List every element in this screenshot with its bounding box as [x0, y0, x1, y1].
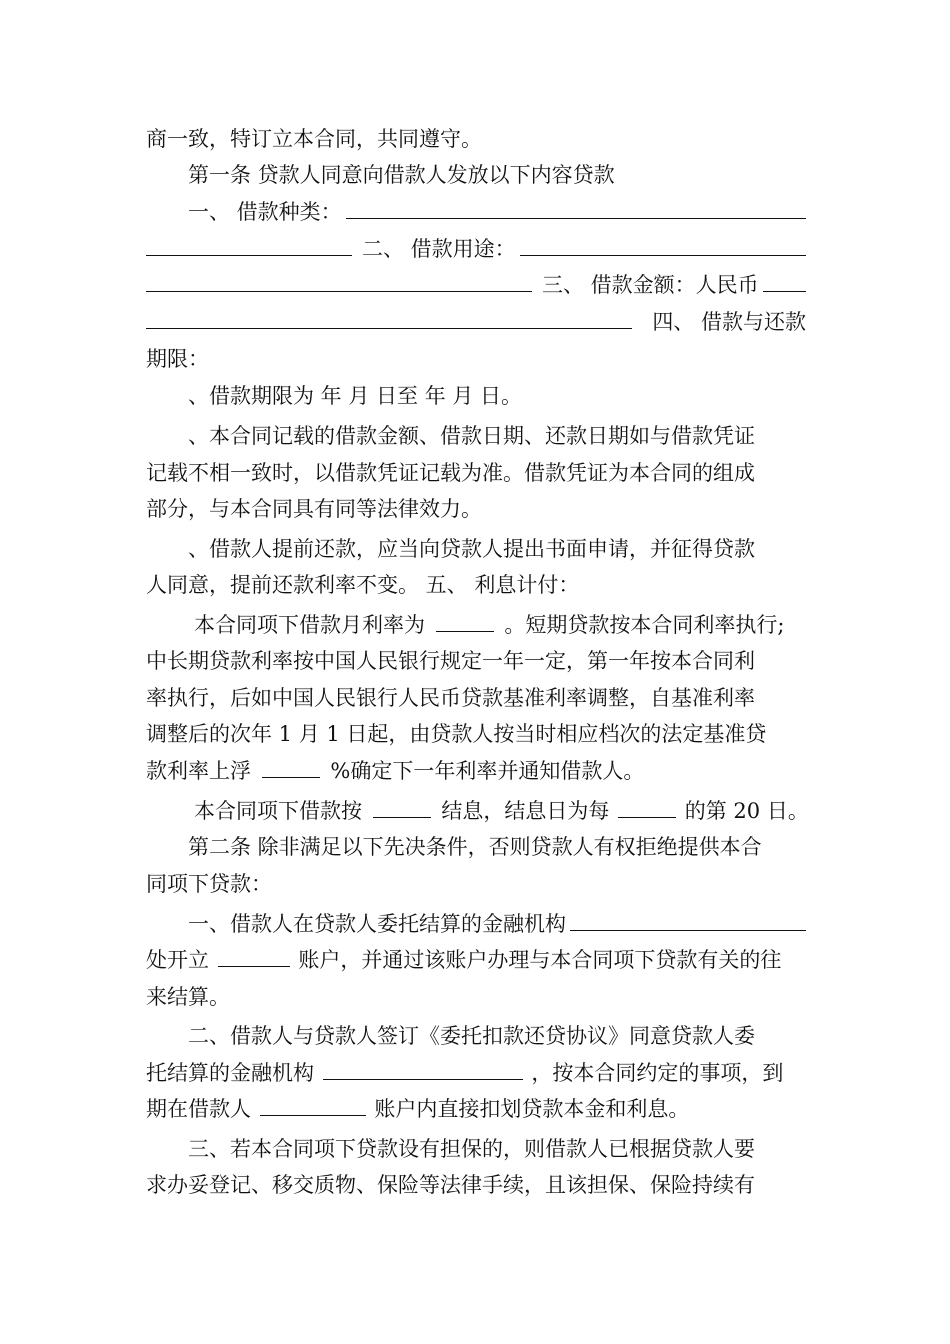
rate-float-label: 款利率上浮 [146, 759, 251, 783]
institution-label-2: 托结算的金融机构 [146, 1061, 314, 1085]
monthly-rate-blank [436, 607, 494, 632]
institution-text-2: ，按本合同约定的事项，到 [531, 1061, 784, 1085]
text-line: 调整后的次年 1 月 1 日起，由贷款人按当时相应档次的法定基准贷 [146, 722, 767, 746]
institution-blank [570, 906, 806, 931]
text-line: 同项下贷款： [146, 872, 272, 896]
rate-float-blank [262, 753, 320, 778]
article-heading: 第一条 贷款人同意向借款人发放以下内容贷款 [188, 163, 615, 187]
account-line [146, 942, 806, 978]
borrower-account-line [146, 1091, 806, 1127]
settlement-period-blank [373, 793, 431, 818]
loan-term-line [146, 304, 806, 340]
text-line: 中长期贷款利率按中国人民银行规定一年一定，第一年按本合同利 [146, 649, 755, 673]
loan-amount-blank [763, 267, 806, 292]
settlement-line [194, 793, 809, 829]
text-line: 记载不相一致时，以借款凭证记载为准。借款凭证为本合同的组成 [146, 461, 755, 485]
loan-purpose-blank-continued [146, 267, 532, 292]
text-line: 求办妥登记、移交质物、保险等法律手续，且该担保、保险持续有 [146, 1173, 755, 1197]
text-line: 率执行，后如中国人民银行人民币贷款基准利率调整，自基准利率 [146, 686, 755, 710]
settlement-label: 本合同项下借款按 [194, 799, 362, 823]
settlement-day-text: 的第 20 日。 [684, 799, 809, 823]
text-line: 来结算。 [146, 985, 230, 1009]
loan-amount-blank-continued [146, 304, 632, 329]
loan-type-blank [346, 194, 806, 219]
borrower-account-text: 账户内直接扣划贷款本金和利息。 [374, 1097, 690, 1121]
loan-type-blank-continued [146, 231, 352, 256]
loan-term-label: 四、 借款与还款 [652, 310, 806, 334]
text-line: 、借款期限为 年 月 日至 年 月 日。 [188, 384, 523, 408]
account-blank [218, 942, 290, 967]
settlement-text: 结息，结息日为每 [441, 799, 610, 823]
text-line: 商一致，特订立本合同，共同遵守。 [146, 127, 482, 151]
text-line: 部分，与本合同具有同等法律效力。 [146, 497, 482, 521]
institution-blank-2 [323, 1055, 523, 1080]
interest-rate-label: 本合同项下借款月利率为 [194, 613, 425, 637]
text-line: 、借款人提前还款，应当向贷款人提出书面申请，并征得贷款 [188, 537, 755, 561]
account-label: 处开立 [146, 948, 209, 972]
loan-type-label: 一、 借款种类： [188, 200, 342, 224]
interest-rate-text: 。短期贷款按本合同利率执行; [504, 613, 785, 637]
text-line: 、本合同记载的借款金额、借款日期、还款日期如与借款凭证 [188, 424, 755, 448]
loan-purpose-label: 二、 借款用途： [362, 237, 516, 261]
loan-purpose-blank [520, 231, 806, 256]
text-line: 期限： [146, 347, 209, 371]
borrower-account-label: 期在借款人 [146, 1097, 251, 1121]
institution-label: 一、借款人在贷款人委托结算的金融机构 [188, 912, 566, 936]
text-line: 人同意，提前还款利率不变。 五、 利息计付： [146, 573, 580, 597]
text-line: 二、借款人与贷款人签订《委托扣款还贷协议》同意贷款人委 [188, 1024, 755, 1048]
loan-amount-line [146, 267, 806, 303]
loan-type-line [188, 194, 806, 230]
interest-rate-line [194, 607, 806, 643]
loan-amount-label: 三、 借款金额：人民币 [542, 273, 759, 297]
text-line: 三、若本合同项下贷款设有担保的，则借款人已根据贷款人要 [188, 1137, 755, 1161]
article-heading: 第二条 除非满足以下先决条件，否则贷款人有权拒绝提供本合 [188, 835, 762, 859]
institution-line-2 [146, 1055, 806, 1091]
borrower-account-blank [260, 1091, 366, 1116]
rate-float-line [146, 753, 806, 789]
account-text: 账户，并通过该账户办理与本合同项下贷款有关的往 [298, 948, 782, 972]
rate-float-text: %确定下一年利率并通知借款人。 [330, 759, 645, 783]
settlement-day-blank [618, 793, 676, 818]
loan-purpose-line [146, 231, 806, 267]
institution-line [188, 906, 806, 942]
